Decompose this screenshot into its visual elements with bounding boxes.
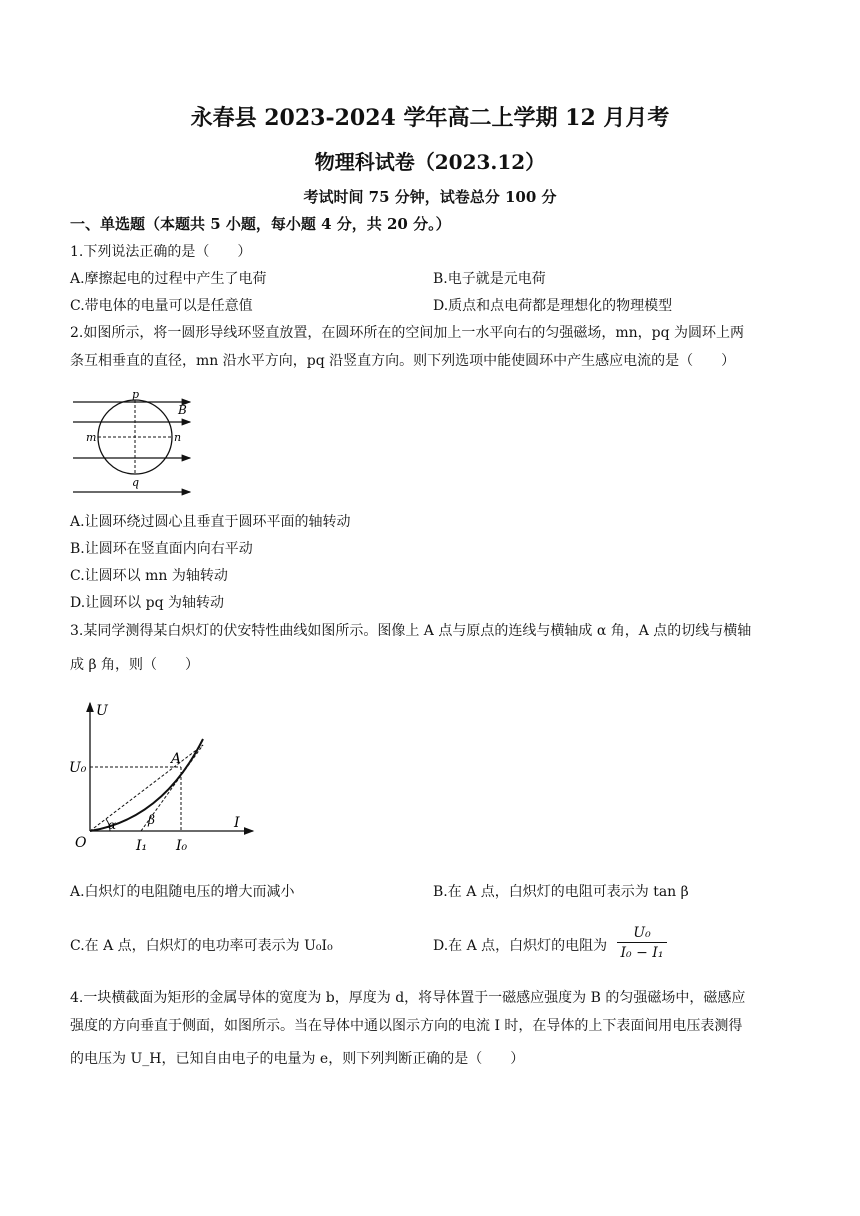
- exam-info: 考试时间 75 分钟，试卷总分 100 分: [303, 188, 557, 206]
- section-heading: 一、单选题（本题共 5 小题，每小题 4 分，共 20 分。）: [70, 215, 451, 233]
- fraction-numerator: U₀: [617, 924, 667, 943]
- q3-option-d-fraction: [617, 924, 667, 963]
- q4-stem-line1: 4.一块横截面为矩形的金属导体的宽度为 b，厚度为 d，将导体置于一磁感应强度为 B 的匀强磁场中，磁感应: [70, 990, 746, 1006]
- label-n: n: [174, 431, 182, 444]
- label-q: q: [132, 476, 140, 489]
- label-U0: U₀: [69, 760, 87, 776]
- q1-stem: 1.下列说法正确的是（ ）: [70, 244, 252, 260]
- exam-subtitle: 物理科试卷（2023.12）: [314, 150, 546, 174]
- q3-figure: [68, 697, 258, 857]
- label-I0: I₀: [176, 838, 188, 854]
- q2-figure: [70, 385, 195, 495]
- chord-line: [90, 745, 203, 831]
- q1-option-b: B.电子就是元电荷: [433, 271, 546, 287]
- label-U: U: [96, 703, 108, 719]
- fraction-denominator: I₀ − I₁: [620, 945, 664, 961]
- label-beta: β: [148, 813, 155, 827]
- q3-stem-line2: 成 β 角，则（ ）: [70, 657, 199, 673]
- label-I1: I₁: [136, 838, 148, 854]
- q3-stem-line1: 3.某同学测得某白炽灯的伏安特性曲线如图所示。图像上 A 点与原点的连线与横轴成 α 角，A 点的切线与横轴: [70, 623, 752, 639]
- q1-option-c: C.带电体的电量可以是任意值: [70, 298, 253, 314]
- q3-option-c: C.在 A 点，白炽灯的电功率可表示为 U₀I₀: [70, 938, 333, 954]
- q2-option-c: C.让圆环以 mn 为轴转动: [70, 568, 228, 584]
- label-alpha: α: [108, 818, 117, 832]
- label-O: O: [75, 835, 87, 851]
- q2-stem-line1: 2.如图所示，将一圆形导线环竖直放置，在圆环所在的空间加上一水平向右的匀强磁场，mn，pq 为圆环上两: [70, 325, 745, 341]
- q3-option-a: A.白炽灯的电阻随电压的增大而减小: [70, 884, 295, 900]
- exam-title: 永春县 2023-2024 学年高二上学期 12 月月考: [190, 105, 670, 131]
- label-B: B: [178, 403, 187, 417]
- q2-option-a: A.让圆环绕过圆心且垂直于圆环平面的轴转动: [70, 514, 351, 530]
- q1-option-a: A.摩擦起电的过程中产生了电荷: [70, 271, 267, 287]
- label-I: I: [234, 815, 240, 831]
- label-m: m: [86, 431, 97, 444]
- q2-option-d: D.让圆环以 pq 为轴转动: [70, 595, 224, 611]
- label-p: p: [132, 388, 140, 401]
- q3-option-b: B.在 A 点，白炽灯的电阻可表示为 tan β: [433, 884, 689, 900]
- q4-stem-line2: 强度的方向垂直于侧面，如图所示。当在导体中通以图示方向的电流 I 时，在导体的上下表面间用电压表测得: [70, 1018, 743, 1034]
- q4-stem-line3: 的电压为 U_H，已知自由电子的电量为 e，则下列判断正确的是（ ）: [70, 1051, 525, 1067]
- q2-option-b: B.让圆环在竖直面内向右平动: [70, 541, 253, 557]
- label-A: A: [171, 751, 182, 767]
- q2-stem-line2: 条互相垂直的直径，mn 沿水平方向，pq 沿竖直方向。则下列选项中能使圆环中产生感应电流的是（ ）: [70, 353, 736, 369]
- q3-option-d: D.在 A 点，白炽灯的电阻为: [433, 938, 608, 954]
- q1-option-d: D.质点和点电荷都是理想化的物理模型: [433, 298, 673, 314]
- iv-curve: [90, 739, 203, 831]
